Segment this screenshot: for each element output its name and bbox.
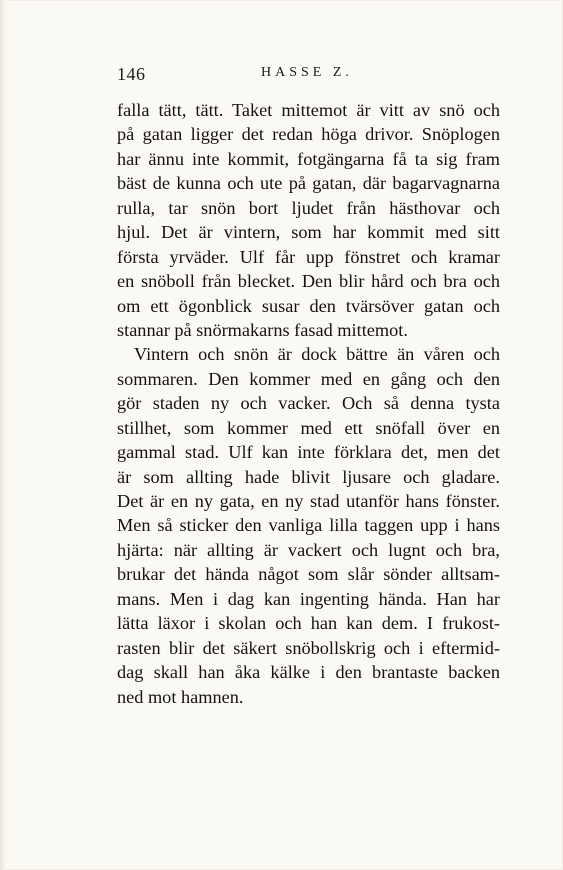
running-head: [117, 64, 500, 86]
text-line: en snöboll från blecket. Den blir hård och bra och: [117, 271, 500, 292]
text-line: rasten blir det säkert snöbollskrig och i eftermid-: [117, 637, 500, 658]
paragraph-end-line: stannar på snörmakarns fasad mittemot.: [117, 319, 408, 340]
body-text: [117, 98, 500, 709]
text-line: lätta läxor i skolan och han kan dem. I frukost-: [117, 613, 500, 634]
paragraph-end-line: ned mot hamnen.: [117, 686, 244, 707]
text-line: rulla, tar snön bort ljudet från hästhovar och: [117, 197, 500, 218]
text-line: brukar det hända något som slår sönder alltsam-: [117, 564, 500, 585]
paragraph-start-line: Vintern och snön är dock bättre än våren och: [134, 344, 500, 365]
text-line: hjul. Det är vintern, som har kommit med sitt: [117, 222, 500, 243]
text-line: första yrväder. Ulf får upp fönstret och kramar: [117, 246, 500, 267]
text-line: falla tätt, tätt. Taket mittemot är vitt av snö och: [117, 100, 500, 120]
running-title: HASSE Z.: [261, 65, 353, 80]
page-fold-shadow: [0, 0, 6, 870]
text-line: har ännu inte kommit, fotgängarna få ta sig fram: [117, 148, 500, 169]
text-line: om ett ögonblick susar den tvärsöver gatan och: [117, 295, 500, 316]
text-line: gör staden ny och vacker. Och så denna tysta: [117, 393, 500, 414]
text-line: bäst de kunna och ute på gatan, där bagarvagnarna: [117, 173, 500, 194]
page-number: 146: [117, 64, 146, 84]
text-line: sommaren. Den kommer med en gång och den: [117, 368, 500, 389]
text-line: Det är en ny gata, en ny stad utanför hans fönster.: [117, 491, 500, 511]
text-line: gammal stad. Ulf kan inte förklara det, men det: [117, 442, 500, 463]
text-line: är som allting hade blivit ljusare och gladare.: [117, 466, 500, 487]
text-line: mans. Men i dag kan ingenting hända. Han har: [117, 588, 500, 609]
text-line: Men så sticker den vanliga lilla taggen upp i hans: [117, 515, 500, 536]
text-line: dag skall han åka kälke i den brantaste backen: [117, 662, 500, 683]
text-line: på gatan ligger det redan höga drivor. Snöplogen: [117, 124, 500, 145]
text-line: stillhet, som kommer med ett snöfall över en: [117, 417, 500, 438]
text-line: hjärta: när allting är vackert och lugnt och bra,: [117, 539, 500, 560]
